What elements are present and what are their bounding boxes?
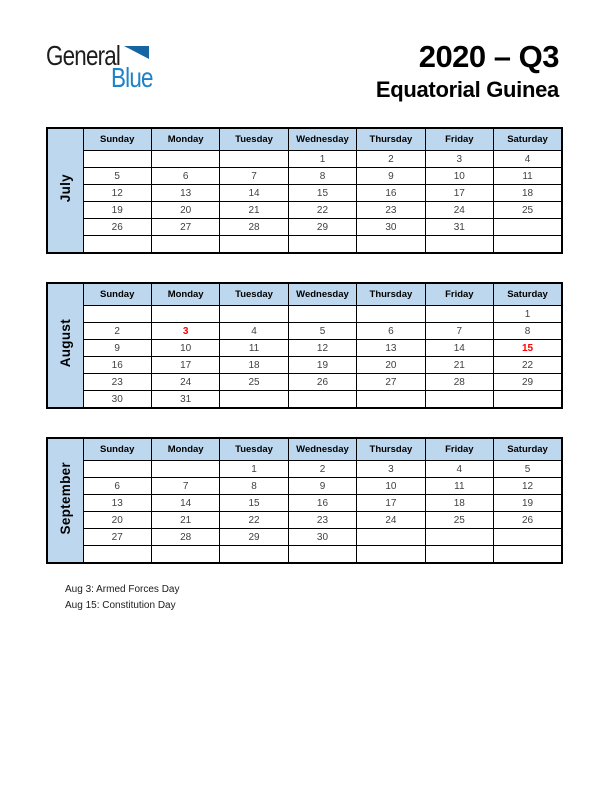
day-header-wednesday: Wednesday xyxy=(288,283,356,306)
day-cell-july-24: 24 xyxy=(425,202,493,219)
day-cell-july-21: 21 xyxy=(220,202,288,219)
day-cell-august-11: 11 xyxy=(220,340,288,357)
week-row xyxy=(47,391,562,409)
day-cell-empty xyxy=(83,236,151,254)
day-header-monday: Monday xyxy=(151,283,219,306)
day-cell-september-25: 25 xyxy=(425,512,493,529)
day-cell-september-2: 2 xyxy=(288,461,356,478)
day-cell-july-29: 29 xyxy=(288,219,356,236)
day-cell-july-25: 25 xyxy=(494,202,562,219)
day-cell-empty xyxy=(220,151,288,168)
day-cell-empty xyxy=(288,546,356,564)
week-row xyxy=(47,151,562,168)
day-cell-empty xyxy=(494,219,562,236)
day-header-sunday: Sunday xyxy=(83,283,151,306)
week-row xyxy=(47,185,562,202)
day-cell-july-18: 18 xyxy=(494,185,562,202)
day-cell-august-9: 9 xyxy=(83,340,151,357)
week-row xyxy=(47,461,562,478)
day-cell-august-8: 8 xyxy=(494,323,562,340)
holiday-notes xyxy=(65,582,180,613)
day-cell-september-23: 23 xyxy=(288,512,356,529)
day-cell-july-11: 11 xyxy=(494,168,562,185)
day-cell-august-20: 20 xyxy=(357,357,425,374)
day-cell-empty xyxy=(288,306,356,323)
week-row xyxy=(47,323,562,340)
day-cell-september-13: 13 xyxy=(83,495,151,512)
day-cell-september-7: 7 xyxy=(151,478,219,495)
day-cell-august-15: 15 xyxy=(494,340,562,357)
day-cell-august-14: 14 xyxy=(425,340,493,357)
day-cell-july-27: 27 xyxy=(151,219,219,236)
day-cell-july-1: 1 xyxy=(288,151,356,168)
day-cell-empty xyxy=(220,236,288,254)
week-row xyxy=(47,546,562,564)
day-cell-september-1: 1 xyxy=(220,461,288,478)
day-cell-august-10: 10 xyxy=(151,340,219,357)
day-cell-september-8: 8 xyxy=(220,478,288,495)
day-header-wednesday: Wednesday xyxy=(288,438,356,461)
day-cell-july-26: 26 xyxy=(83,219,151,236)
day-cell-august-30: 30 xyxy=(83,391,151,409)
day-cell-july-8: 8 xyxy=(288,168,356,185)
day-cell-empty xyxy=(83,461,151,478)
header-titles xyxy=(376,38,559,104)
day-cell-september-17: 17 xyxy=(357,495,425,512)
day-cell-empty xyxy=(357,306,425,323)
day-cell-september-12: 12 xyxy=(494,478,562,495)
day-cell-empty xyxy=(151,461,219,478)
logo-flag-triangle-icon xyxy=(124,46,149,59)
day-cell-july-10: 10 xyxy=(425,168,493,185)
day-cell-july-15: 15 xyxy=(288,185,356,202)
day-cell-august-3: 3 xyxy=(151,323,219,340)
day-cell-empty xyxy=(494,546,562,564)
day-cell-empty xyxy=(494,529,562,546)
day-cell-september-30: 30 xyxy=(288,529,356,546)
calendar-table-july xyxy=(46,127,563,254)
day-cell-empty xyxy=(425,529,493,546)
day-cell-empty xyxy=(220,306,288,323)
day-header-monday: Monday xyxy=(151,438,219,461)
day-cell-empty xyxy=(357,391,425,409)
day-cell-september-14: 14 xyxy=(151,495,219,512)
day-cell-september-4: 4 xyxy=(425,461,493,478)
day-cell-august-23: 23 xyxy=(83,374,151,391)
day-cell-august-28: 28 xyxy=(425,374,493,391)
day-cell-august-18: 18 xyxy=(220,357,288,374)
month-label-july xyxy=(47,128,83,253)
day-cell-july-12: 12 xyxy=(83,185,151,202)
day-cell-september-22: 22 xyxy=(220,512,288,529)
day-cell-july-3: 3 xyxy=(425,151,493,168)
day-cell-empty xyxy=(494,236,562,254)
day-cell-august-16: 16 xyxy=(83,357,151,374)
month-name-text: September xyxy=(57,461,73,535)
day-cell-empty xyxy=(151,306,219,323)
day-cell-september-16: 16 xyxy=(288,495,356,512)
day-cell-september-19: 19 xyxy=(494,495,562,512)
day-cell-july-4: 4 xyxy=(494,151,562,168)
week-row xyxy=(47,374,562,391)
day-header-wednesday: Wednesday xyxy=(288,128,356,151)
day-cell-july-7: 7 xyxy=(220,168,288,185)
month-label-september xyxy=(47,438,83,563)
week-row xyxy=(47,219,562,236)
week-row xyxy=(47,478,562,495)
day-cell-july-20: 20 xyxy=(151,202,219,219)
quarter-title: 2020 – Q3 xyxy=(418,39,559,74)
day-cell-empty xyxy=(425,236,493,254)
week-row xyxy=(47,168,562,185)
day-cell-july-28: 28 xyxy=(220,219,288,236)
week-row xyxy=(47,236,562,254)
day-cell-empty xyxy=(83,151,151,168)
day-cell-august-22: 22 xyxy=(494,357,562,374)
day-header-thursday: Thursday xyxy=(357,438,425,461)
week-row xyxy=(47,202,562,219)
day-cell-september-28: 28 xyxy=(151,529,219,546)
day-header-thursday: Thursday xyxy=(357,283,425,306)
day-cell-august-29: 29 xyxy=(494,374,562,391)
country-subtitle: Equatorial Guinea xyxy=(375,77,559,102)
day-cell-september-6: 6 xyxy=(83,478,151,495)
day-header-friday: Friday xyxy=(425,438,493,461)
day-cell-september-24: 24 xyxy=(357,512,425,529)
day-cell-august-24: 24 xyxy=(151,374,219,391)
day-cell-july-6: 6 xyxy=(151,168,219,185)
month-name-text: August xyxy=(57,318,73,368)
day-cell-july-9: 9 xyxy=(357,168,425,185)
day-cell-empty xyxy=(357,236,425,254)
day-cell-august-5: 5 xyxy=(288,323,356,340)
day-cell-july-31: 31 xyxy=(425,219,493,236)
day-cell-september-26: 26 xyxy=(494,512,562,529)
month-label-august xyxy=(47,283,83,408)
month-name-text: July xyxy=(57,173,73,203)
holiday-note-constitution-day: Aug 15: Constitution Day xyxy=(65,599,176,611)
logo-text-blue: Blue xyxy=(111,62,153,93)
day-cell-empty xyxy=(288,391,356,409)
day-cell-september-9: 9 xyxy=(288,478,356,495)
day-header-sunday: Sunday xyxy=(83,438,151,461)
week-row xyxy=(47,357,562,374)
day-cell-august-25: 25 xyxy=(220,374,288,391)
day-cell-empty xyxy=(425,546,493,564)
day-cell-september-10: 10 xyxy=(357,478,425,495)
day-cell-august-19: 19 xyxy=(288,357,356,374)
day-cell-august-2: 2 xyxy=(83,323,151,340)
week-row xyxy=(47,340,562,357)
week-row xyxy=(47,495,562,512)
day-header-friday: Friday xyxy=(425,128,493,151)
day-cell-september-15: 15 xyxy=(220,495,288,512)
day-cell-empty xyxy=(220,391,288,409)
day-cell-july-13: 13 xyxy=(151,185,219,202)
day-cell-july-19: 19 xyxy=(83,202,151,219)
day-cell-empty xyxy=(151,546,219,564)
week-row xyxy=(47,512,562,529)
day-cell-july-14: 14 xyxy=(220,185,288,202)
day-cell-september-5: 5 xyxy=(494,461,562,478)
day-cell-july-5: 5 xyxy=(83,168,151,185)
day-cell-august-4: 4 xyxy=(220,323,288,340)
week-row xyxy=(47,306,562,323)
day-header-saturday: Saturday xyxy=(494,438,562,461)
day-cell-august-21: 21 xyxy=(425,357,493,374)
day-cell-july-23: 23 xyxy=(357,202,425,219)
day-header-saturday: Saturday xyxy=(494,128,562,151)
day-header-tuesday: Tuesday xyxy=(220,438,288,461)
day-cell-september-20: 20 xyxy=(83,512,151,529)
day-header-thursday: Thursday xyxy=(357,128,425,151)
day-header-tuesday: Tuesday xyxy=(220,128,288,151)
day-cell-empty xyxy=(288,236,356,254)
day-cell-august-12: 12 xyxy=(288,340,356,357)
day-cell-empty xyxy=(494,391,562,409)
day-header-tuesday: Tuesday xyxy=(220,283,288,306)
calendar-table-august xyxy=(46,282,563,409)
day-cell-september-11: 11 xyxy=(425,478,493,495)
day-cell-july-22: 22 xyxy=(288,202,356,219)
day-cell-august-26: 26 xyxy=(288,374,356,391)
logo-text-general: General xyxy=(46,40,121,71)
day-cell-july-30: 30 xyxy=(357,219,425,236)
day-cell-september-21: 21 xyxy=(151,512,219,529)
day-cell-september-29: 29 xyxy=(220,529,288,546)
day-cell-empty xyxy=(357,529,425,546)
day-cell-august-6: 6 xyxy=(357,323,425,340)
day-cell-empty xyxy=(357,546,425,564)
day-cell-empty xyxy=(83,306,151,323)
day-header-sunday: Sunday xyxy=(83,128,151,151)
day-cell-september-3: 3 xyxy=(357,461,425,478)
day-cell-empty xyxy=(83,546,151,564)
day-cell-empty xyxy=(151,151,219,168)
day-header-friday: Friday xyxy=(425,283,493,306)
day-cell-august-13: 13 xyxy=(357,340,425,357)
day-header-monday: Monday xyxy=(151,128,219,151)
week-row xyxy=(47,529,562,546)
day-header-saturday: Saturday xyxy=(494,283,562,306)
day-cell-empty xyxy=(151,236,219,254)
day-cell-july-16: 16 xyxy=(357,185,425,202)
holiday-note-armed-forces-day: Aug 3: Armed Forces Day xyxy=(65,584,180,595)
day-cell-empty xyxy=(220,546,288,564)
day-cell-september-27: 27 xyxy=(83,529,151,546)
day-cell-empty xyxy=(425,391,493,409)
day-cell-august-27: 27 xyxy=(357,374,425,391)
day-cell-august-31: 31 xyxy=(151,391,219,409)
day-cell-july-2: 2 xyxy=(357,151,425,168)
day-cell-september-18: 18 xyxy=(425,495,493,512)
calendar-table-september xyxy=(46,437,563,564)
day-cell-empty xyxy=(425,306,493,323)
day-cell-august-17: 17 xyxy=(151,357,219,374)
day-cell-august-1: 1 xyxy=(494,306,562,323)
day-cell-july-17: 17 xyxy=(425,185,493,202)
day-cell-august-7: 7 xyxy=(425,323,493,340)
